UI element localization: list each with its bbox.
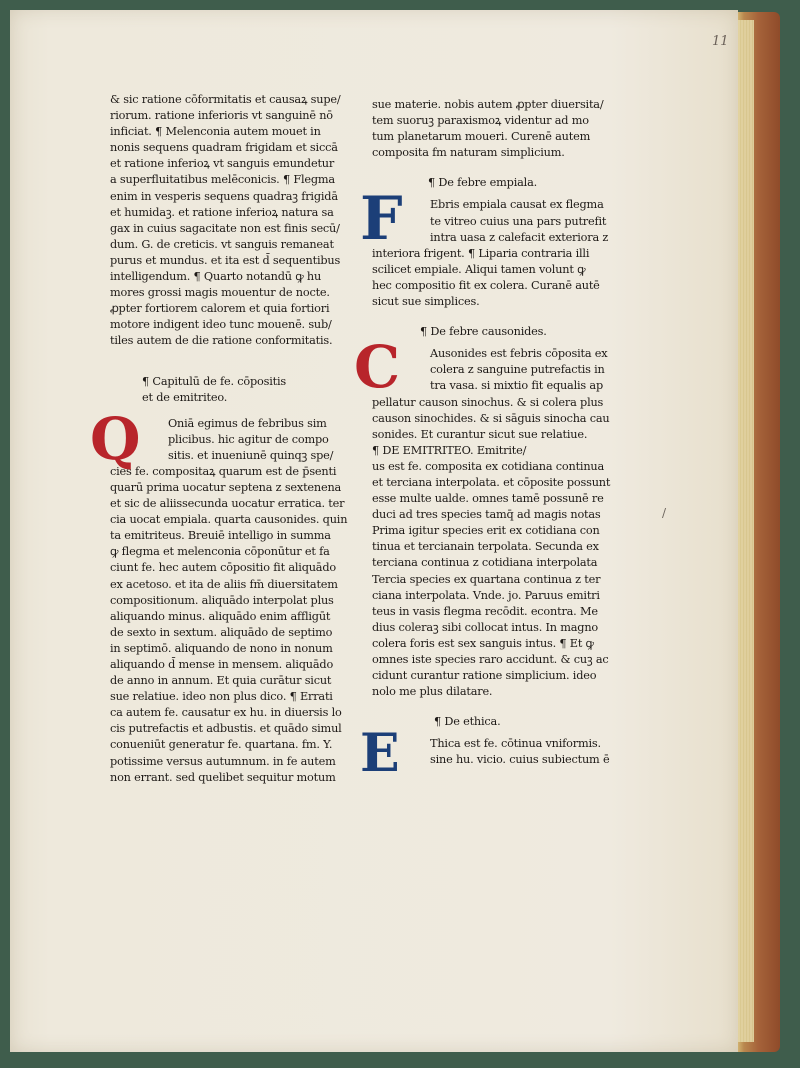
heading-line: et de emitriteo. (142, 390, 228, 404)
text-line: Ausonides est febris cōposita ex (430, 347, 608, 361)
text-line: potissime versus autumnum. in fe autem (110, 754, 336, 768)
left-paragraph-1 (110, 92, 350, 350)
heading-empiala: ¶ De febre empiala. (428, 176, 538, 190)
text-line: pellatur causon sinochus. & si colera plus (372, 395, 604, 409)
text-line: sicut sue simplices. (372, 295, 480, 309)
text-line: gax in cuius sagacitate non est finis secū/ (110, 221, 340, 235)
text-line: tem suoruꝫ paraxismoꝝ videntur ad mo (372, 114, 589, 128)
text-line: causon sinochides. & si sāguis sinocha cau (372, 411, 610, 425)
text-line: tra vasa. si mixtio fit equalis ap (430, 379, 603, 393)
text-line: purus et mundus. et ita est d̄ sequentibus (110, 253, 341, 267)
text-line: Tercia species ex quartana continua z ter (372, 572, 601, 586)
text-line: ¶ DE EMITRITEO. Emitrite/ (372, 443, 527, 457)
left-paragraph-2 (90, 404, 350, 786)
text-line: hec compositio fit ex colera. Curanē autē (372, 278, 600, 292)
folio-number: 11 (712, 34, 729, 49)
text-line: omnes iste species raro accidunt. & cuꝫ ac (372, 653, 609, 666)
heading-line: ¶ Capitulū de fe. cōpositis (142, 374, 286, 388)
decorated-initial-c: C (354, 333, 400, 402)
text-line: conueniūt generatur fe. quartana. fm. Y. (110, 738, 333, 752)
marginal-mark: / (662, 506, 667, 520)
text-line: mores grossi magis mouentur de nocte. (110, 286, 330, 300)
text-line: dius coleraꝫ sibi collocat intus. In magno (372, 620, 598, 634)
left-column (90, 92, 350, 786)
heading-ethica: ¶ De ethica. (434, 715, 501, 729)
text-line: nonis sequens quadram frigidam et siccā (110, 141, 338, 155)
text-line: ciana interpolata. Vnde. jo. Paruus emitri (372, 588, 600, 602)
text-line: sue materie. nobis autem ꝓpter diuersita/ (372, 98, 604, 111)
text-line: & sic ratione cōformitatis et causaꝝ supe/ (110, 93, 341, 106)
text-line: a superfluitatibus melēconicis. ¶ Flegma (110, 173, 335, 187)
text-line: et sic de aliissecunda uocatur erratica. ter (110, 497, 345, 511)
text-line: Ebris empiala causat ex flegma (430, 198, 604, 212)
text-line: tum planetarum moueri. Curenē autem (372, 130, 591, 144)
text-line: colera z sanguine putrefactis in (430, 363, 605, 377)
text-line: tinua et tercianain terpolata. Secunda ex (372, 540, 599, 554)
text-line: tiles autem de die ratione conformitatis. (110, 334, 333, 348)
text-line: Prima igitur species erit ex cotidiana con (372, 524, 600, 538)
text-line: de anno in annum. Et quia curātur sicut (110, 674, 332, 688)
decorated-initial-f: F (360, 184, 403, 255)
text-line: ca autem fe. causatur ex hu. in diuersis lo (110, 706, 342, 720)
text-line: plicibus. hic agitur de compo (168, 432, 329, 446)
text-line: colera foris est sex sanguis intus. ¶ Et ꝙ (372, 636, 594, 650)
chapter-heading-composite (110, 374, 350, 404)
text-line: teus in vasis flegma recōdit. econtra. Me (372, 604, 598, 618)
paragraph-empiala (360, 184, 620, 310)
text-line: scilicet empiale. Aliqui tamen volunt ꝙ (372, 262, 586, 276)
text-line: ex acetoso. et ita de aliis fm̄ diuersitatem (110, 577, 338, 591)
text-line: compositionum. aliquādo interpolat plus (110, 593, 334, 607)
decorated-initial-e: E (360, 723, 400, 785)
text-line: enim in vesperis sequens quadraꝫ frigidā (110, 189, 338, 203)
text-line: cis putrefactis et adbustis. et quādo simul (110, 722, 342, 736)
text-line: cidunt curantur ratione simplicium. ideo (372, 669, 597, 683)
text-line: non errant. sed quelibet sequitur motum (110, 770, 336, 784)
text-line: duci ad tres species tamq̄ ad magis notas (372, 508, 601, 522)
text-line: cia uocat empiala. quarta causonides. quin (110, 513, 348, 527)
text-line: sonides. Et curantur sicut sue relatiue. (372, 427, 588, 441)
text-line: et humidaꝫ. et ratione inferioꝝ natura sa (110, 205, 334, 219)
text-line: cies fe. compositaꝝ quarum est de p̄senti (110, 464, 337, 478)
text-line: motore indigent ideo tunc mouenē. sub/ (110, 318, 332, 332)
paragraph-ethica (360, 723, 620, 785)
text-line: dum. G. de creticis. vt sanguis remaneat (110, 237, 334, 251)
text-line: ꝙ flegma et melenconia cōponūtur et fa (110, 545, 330, 559)
text-line: intelligendum. ¶ Quarto notandū ꝙ hu (110, 270, 322, 284)
text-line: Thica est fe. cōtinua vniformis. (430, 737, 601, 751)
right-paragraph-1 (372, 97, 620, 161)
text-line: composita fm naturam simplicium. (372, 146, 565, 160)
text-line: aliquando d̄ mense in mensem. aliquādo (110, 658, 334, 671)
text-line: Oniā egimus de febribus sim (168, 416, 327, 430)
text-line: riorum. ratione inferioris vt sanguinē nō (110, 109, 333, 123)
text-line: ciunt fe. hec autem cōpositio fit aliquādo (110, 561, 336, 575)
text-line: intra uasa z calefacit exteriora z (430, 230, 609, 244)
text-line: aliquando minus. aliquādo enim affligūt (110, 609, 331, 623)
text-line: nolo me plus dilatare. (372, 685, 493, 699)
text-line: et terciana interpolata. et cōposite possunt (372, 475, 611, 489)
text-line: sine hu. vicio. cuius subiectum ē (430, 753, 610, 767)
text-line: ta emitriteus. Breuiē intelligo in summa (110, 529, 331, 543)
text-line: esse multe ualde. omnes tamē possunē re (372, 492, 604, 506)
text-line: ꝓpter fortiorem calorem et quia fortiori (110, 302, 330, 316)
text-line: te vitreo cuius una pars putrefit (430, 214, 607, 228)
text-line: us est fe. composita ex cotidiana continua (372, 459, 605, 473)
text-line: interiora frigent. ¶ Liparia contraria illi (372, 246, 590, 260)
text-line: et ratione inferioꝝ vt sanguis emundetur (110, 157, 335, 171)
right-column (354, 97, 620, 785)
text-line: in septimō. aliquando de nono in nonum (110, 641, 333, 655)
text-line: terciana continua z cotidiana interpolata (372, 556, 598, 570)
paragraph-causonides (354, 333, 620, 700)
text-line: sitis. et inueniunē quinqꝫ spe/ (168, 448, 334, 462)
heading-causonides: ¶ De febre causonides. (420, 325, 547, 339)
text-line: sue relatiue. ideo non plus dico. ¶ Errati (110, 690, 333, 704)
decorated-initial-q: Q (90, 404, 141, 473)
text-line: de sexto in sextum. aliquādo de septimo (110, 625, 333, 639)
text-line: quarū prima uocatur septena z sextenena (110, 480, 342, 494)
text-line: inficiat. ¶ Melenconia autem mouet in (110, 125, 321, 139)
